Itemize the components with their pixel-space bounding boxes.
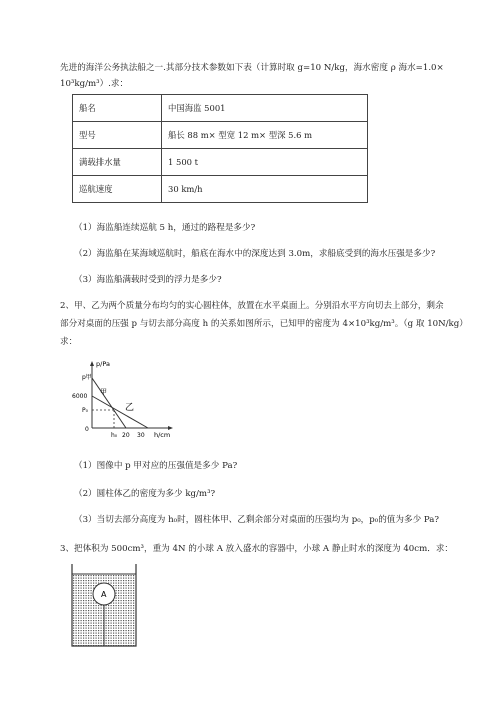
line-jia [92,378,126,428]
tick-20: 20 [122,432,130,439]
q1-part1: （1）海监船连续巡航 5 h，通过的路程是多少? [74,223,256,233]
origin-label: 0 [85,426,89,433]
q2-part2: （2）圆柱体乙的密度为多少 kg/m³? [74,489,216,499]
q2-part3: （3）当切去部分高度为 h₀时，圆柱体甲、乙剩余部分对桌面的压强均为 p₀，p₀的值为多少 Pa? [74,515,440,525]
q2-line3: 求： [60,337,78,347]
q1-part2: （2）海监船在某海域巡航时，船底在海水中的深度达到 3.0m，求船底受到的海水压强是多少? [74,249,436,259]
intro-line2: 10³kg/m³）.求： [60,79,129,89]
q2-part1: （1）图像中 p 甲对应的压强值是多少 Pa? [74,461,238,471]
table-row [73,122,368,149]
table-key: 巡航速度 [73,176,162,203]
container-diagram [70,562,140,648]
tick-6000: 6000 [72,393,88,400]
p-jia-label: p甲 [82,374,92,381]
q2-line1: 2、甲、乙为两个质量分布均匀的实心圆柱体，放置在水平桌面上。分别沿水平方向切去上部分，剩余 [60,301,444,311]
pressure-height-graph [70,358,180,440]
table-key: 满载排水量 [73,149,162,176]
x-axis-label: h/cm [154,431,171,439]
y-axis-label: p/Pa [96,360,110,368]
table-value: 船长 88 m× 型宽 12 m× 型深 5.6 m [162,122,368,149]
table-value: 1 500 t [162,149,368,176]
label-jia: 甲 [100,388,107,396]
line-yi [92,396,148,428]
table-key: 船名 [73,95,162,122]
tick-p0: P₀ [82,407,89,414]
label-yi: 乙 [125,403,135,413]
table-row [73,95,368,122]
y-axis-arrow [90,361,94,366]
q3-line1: 3、把体积为 500cm³，重为 4N 的小球 A 放入盛水的容器中，小球 A 静止时水的深度为 40cm．求： [60,544,454,554]
intro-line1: 先进的海洋公务执法船之一.其部分技术参数如下表（计算时取 g=10 N/kg，海水密度 ρ 海水=1.0× [60,63,444,73]
tick-30: 30 [137,432,145,439]
table-key: 型号 [73,122,162,149]
spec-table [72,94,368,203]
x-axis-arrow [168,426,173,430]
tick-h0: h₀ [111,432,118,439]
table-row [73,176,368,203]
q2-line2: 部分对桌面的压强 p 与切去部分高度 h 的关系如图所示，已知甲的密度为 4×10³kg/m³。（g 取 10N/kg） [60,319,468,329]
table-value: 30 km/h [162,176,368,203]
table-value: 中国海监 5001 [162,95,368,122]
ball-label: A [101,590,107,599]
table-row [73,149,368,176]
q1-part3: （3）海监船满载时受到的浮力是多少? [74,275,222,285]
